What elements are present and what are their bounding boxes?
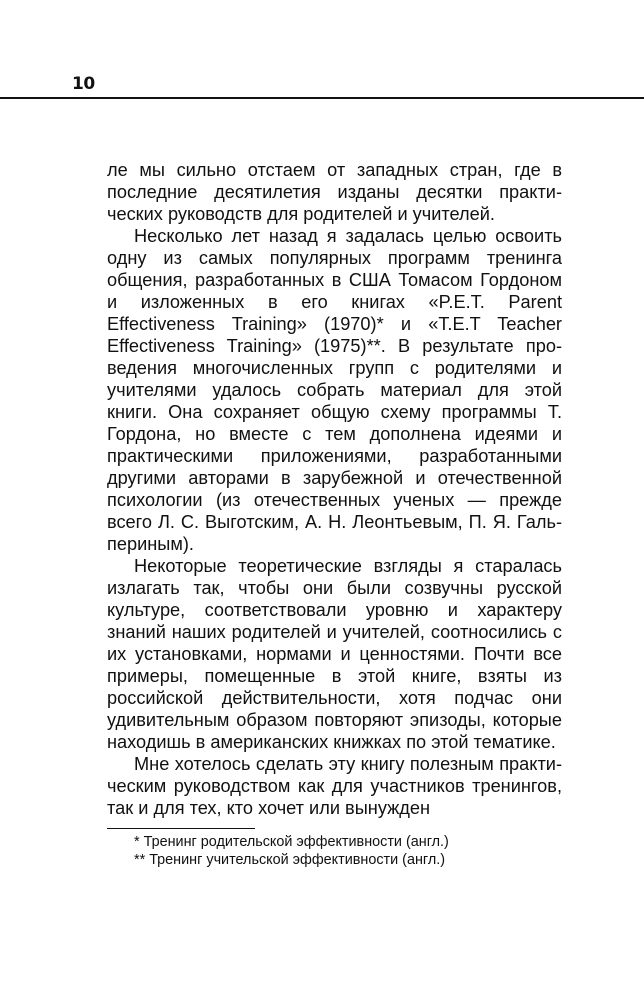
footnote: * Тренинг родительской эффективности (англ.) — [134, 834, 449, 850]
footnotes — [134, 833, 564, 869]
paragraph: Несколько лет назад я задалась целью освоить одну из самых популярных программ тренинга общения, разработанных в США Томасом Гордоном и изложенных в его книгах «P.E.T. Parent Effectiveness Training» (1970)* и «T.E.T Teacher Effectiveness Training» (1975)**. В результате проведения многочисленных групп с родителями и учителями удалось собрать материал для этой книги. Она сохраняет общую схему программы Т. Гордона, но вместе с тем дополнена идеями и практическими приложениями, разработанными другими авторами в зарубежной и отечественной психологии (из отечественных ученых — прежде всего Л. С. Выготским, А. Н. Леонтьевым, П. Я. Гальпериным). — [107, 226, 562, 554]
page-number: 10 — [72, 74, 95, 94]
header-rule — [0, 97, 644, 99]
paragraph: Мне хотелось сделать эту книгу полезным практическим руководством как для участников тренингов, так и для тех, кто хочет или вынужден — [107, 754, 562, 818]
footnote-rule — [107, 828, 255, 829]
footnote: ** Тренинг учительской эффективности (англ.) — [134, 852, 446, 868]
paragraph: ле мы сильно отстаем от западных стран, где в последние десятилетия изданы десятки практических руководств для родителей и учителей. — [107, 160, 562, 224]
body-text — [107, 159, 562, 819]
paragraph: Некоторые теоретические взгляды я старалась излагать так, чтобы они были созвучны русской культуре, соответствовали уровню и характеру знаний наших родителей и учителей, соотносились с их установками, нормами и ценностями. Почти все примеры, помещенные в этой книге, взяты из российской действительности, хотя подчас они удивительным образом повторяют эпизоды, которые находишь в американских книжках по этой тематике. — [107, 556, 562, 752]
